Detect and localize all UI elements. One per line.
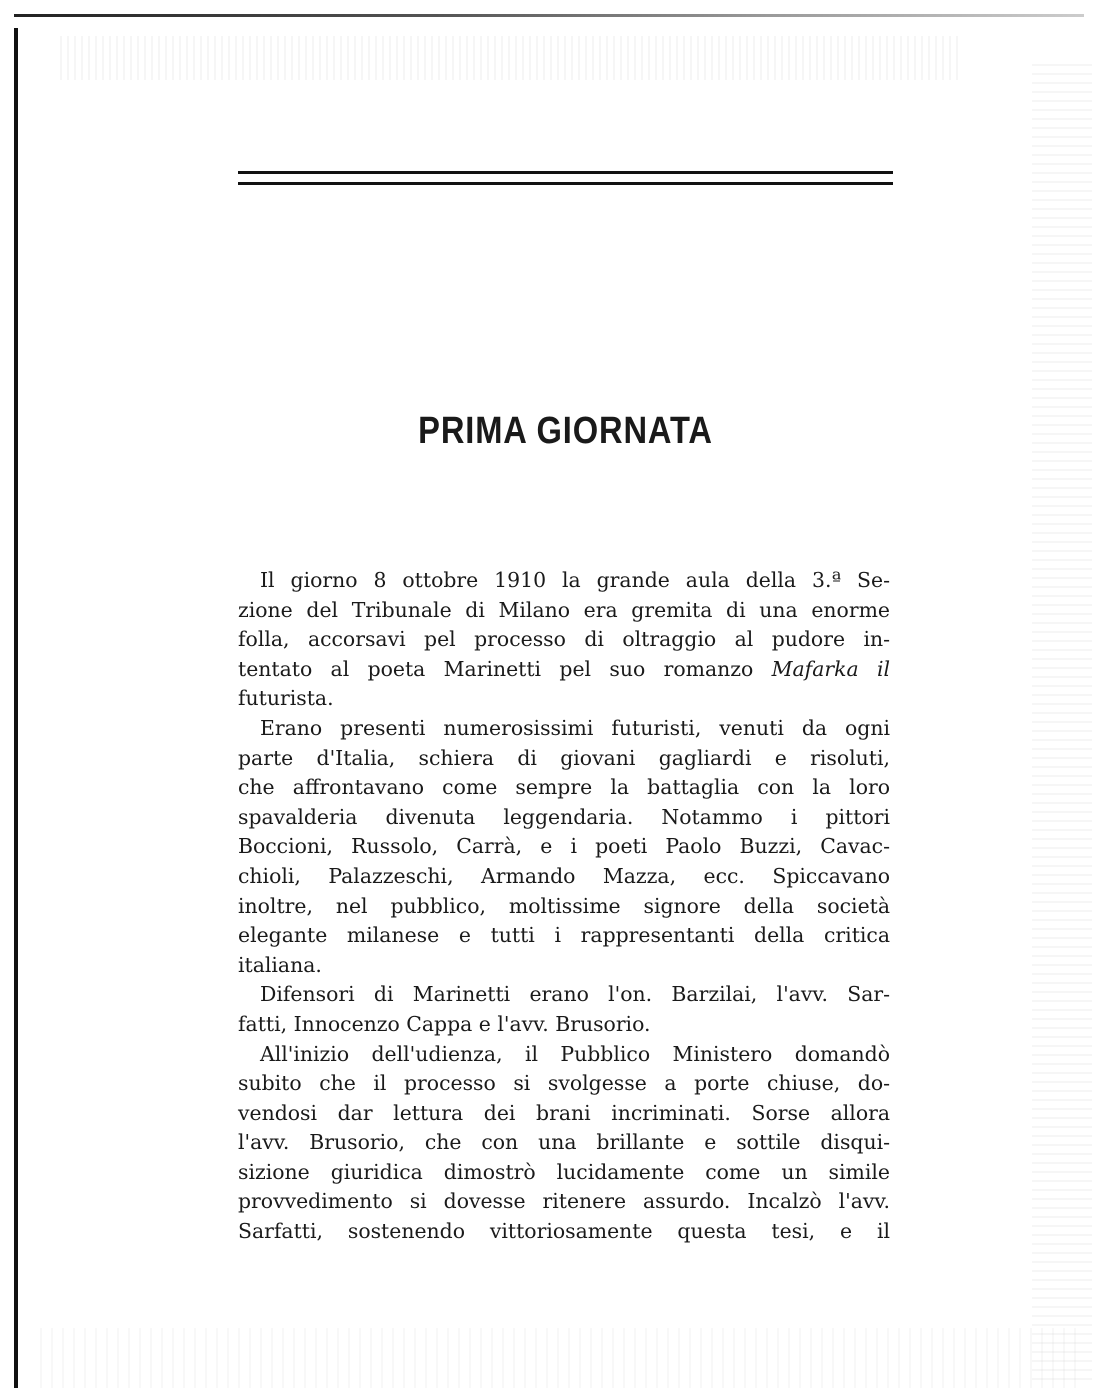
header-rule-bottom — [238, 182, 893, 185]
body-text — [238, 566, 890, 1247]
text-line: sizione giuridica dimostrò lucidamente come un simile — [238, 1159, 890, 1184]
scan-edge-left — [14, 28, 18, 1388]
text-line: Erano presenti numerosissimi futuristi, venuti da ogni — [260, 715, 890, 740]
text-line: inoltre, nel pubblico, moltissime signore della società — [238, 893, 890, 918]
text-line: Boccioni, Russolo, Carrà, e i poeti Paolo Buzzi, Cavac- — [238, 834, 890, 859]
text-line: parte d'Italia, schiera di giovani gagliardi e risoluti, — [238, 745, 890, 770]
chapter-heading: PRIMA GIORNATA — [418, 410, 713, 452]
scan-edge-top — [14, 14, 1084, 17]
text-line: folla, accorsavi pel processo di oltraggio al pudore in- — [238, 627, 890, 652]
text-line: Difensori di Marinetti erano l'on. Barzilai, l'avv. Sar- — [260, 982, 890, 1007]
text-line: che affrontavano come sempre la battaglia con la loro — [238, 775, 890, 800]
text-line: chioli, Palazzeschi, Armando Mazza, ecc. Spiccavano — [238, 863, 890, 888]
text-line: elegante milanese e tutti i rappresentanti della critica — [238, 923, 890, 948]
text-line: l'avv. Brusorio, che con una brillante e sottile disqui- — [238, 1130, 890, 1155]
book-title-italic: Mafarka il — [771, 656, 890, 681]
text-line: provvedimento si dovesse ritenere assurdo. Incalzò l'avv. — [238, 1189, 890, 1214]
text-line: italiana. — [238, 952, 322, 977]
scan-noise-right — [1032, 60, 1092, 1380]
text-line — [238, 655, 890, 685]
book-title-italic: futurista. — [238, 686, 334, 711]
scan-noise-top — [60, 36, 960, 80]
scan-noise-bottom — [40, 1328, 1080, 1388]
text-line: All'inizio dell'udienza, il Pubblico Ministero domandò — [260, 1041, 890, 1066]
text-line-segment: tentato al poeta Marinetti pel suo romanzo — [238, 656, 772, 681]
text-line: subito che il processo si svolgesse a porte chiuse, do- — [238, 1071, 890, 1096]
text-line: zione del Tribunale di Milano era gremita di una enorme — [238, 597, 890, 622]
header-rule-top — [238, 171, 893, 174]
text-line: spavalderia divenuta leggendaria. Notammo i pittori — [238, 804, 890, 829]
text-line: fatti, Innocenzo Cappa e l'avv. Brusorio. — [238, 1011, 651, 1036]
text-line: Sarfatti, sostenendo vittoriosamente questa tesi, e il — [238, 1219, 890, 1244]
text-line: Il giorno 8 ottobre 1910 la grande aula della 3.ª Se- — [260, 568, 890, 592]
text-line: vendosi dar lettura dei brani incriminati. Sorse allora — [238, 1100, 890, 1125]
